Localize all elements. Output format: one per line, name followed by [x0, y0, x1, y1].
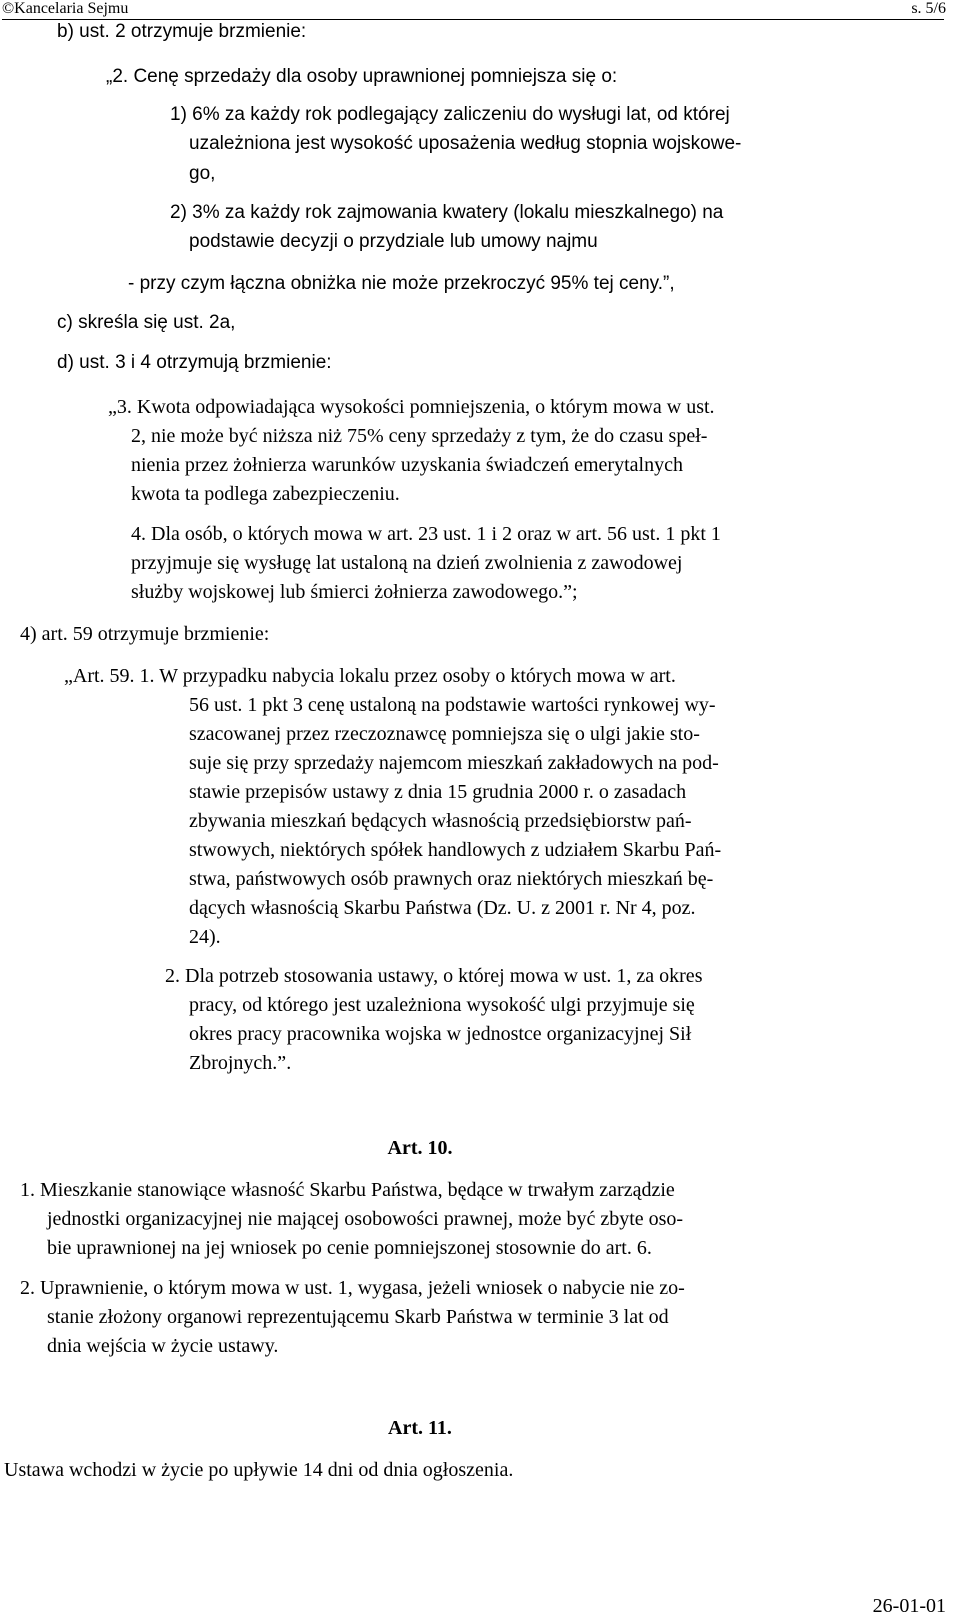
article-59-line: zbywania mieszkań będących własnością przedsiębiorstw pań-: [189, 810, 692, 832]
article-59-line: szacowanej przez rzeczoznawcę pomniejsza się o ulgi jakie sto-: [189, 723, 700, 745]
article-10-heading: Art. 10.: [387, 1137, 453, 1159]
point-1-line: go,: [189, 163, 216, 184]
point-2-line: podstawie decyzji o przydziale lub umowy najmu: [189, 231, 598, 252]
article-59-line: stawie przepisów ustawy z dnia 15 grudnia 2000 r. o zasadach: [189, 781, 687, 803]
paragraph-3-line: kwota ta podlega zabezpieczeniu.: [131, 483, 400, 505]
point-2-line: 2) 3% za każdy rok zajmowania kwatery (lokalu mieszkalnego) na: [170, 202, 724, 223]
article-10-line: stanie złożony organowi reprezentującemu Skarb Państwa w terminie 3 lat od: [47, 1306, 669, 1328]
quoted-paragraph-4: 4. Dla osób, o których mowa w art. 23 ust. 1 i 2 oraz w art. 56 ust. 1 pkt 1: [131, 523, 721, 545]
paragraph-4-line: przyjmuje się wysługę lat ustaloną na dzień zwolnienia z zawodowej: [131, 552, 683, 574]
article-59-line: stwa, państwowych osób prawnych oraz niektórych mieszkań bę-: [189, 868, 714, 890]
header-divider: [2, 19, 944, 20]
article-59-line: dących własnością Skarbu Państwa (Dz. U. z 2001 r. Nr 4, poz.: [189, 897, 696, 919]
article-10-line: bie uprawnionej na jej wniosek po cenie pomniejszonej stosownie do art. 6.: [47, 1237, 652, 1259]
quoted-paragraph-3: „3. Kwota odpowiadająca wysokości pomniejszenia, o którym mowa w ust.: [108, 396, 715, 418]
quoted-paragraph-2: „2. Cenę sprzedaży dla osoby uprawnionej pomniejsza się o:: [106, 66, 618, 87]
amendment-item-c: c) skreśla się ust. 2a,: [57, 312, 236, 333]
point-1-line: 1) 6% za każdy rok podlegający zaliczeniu do wysługi lat, od której: [170, 104, 730, 125]
article-59-line: okres pracy pracownika wojska w jednostce organizacyjnej Sił: [189, 1023, 692, 1045]
article-59-line: 56 ust. 1 pkt 3 cenę ustaloną na podstawie wartości rynkowej wy-: [189, 694, 716, 716]
closing-clause: - przy czym łączna obniżka nie może przekroczyć 95% tej ceny.”,: [128, 273, 675, 294]
article-10-line: jednostki organizacyjnej nie mającej osobowości prawnej, może być zbyte oso-: [47, 1208, 684, 1230]
article-11-heading: Art. 11.: [388, 1417, 452, 1439]
paragraph-3-line: nienia przez żołnierza warunków uzyskania świadczeń emerytalnych: [131, 454, 683, 476]
article-10-line: dnia wejścia w życie ustawy.: [47, 1335, 279, 1357]
amendment-item-d: d) ust. 3 i 4 otrzymują brzmienie:: [57, 352, 332, 373]
amendment-item-4: 4) art. 59 otrzymuje brzmienie:: [20, 623, 270, 645]
article-59-line: pracy, od którego jest uzależniona wysokość ulgi przyjmuje się: [189, 994, 695, 1016]
paragraph-3-line: 2, nie może być niższa niż 75% ceny sprzedaży z tym, że do czasu speł-: [131, 425, 708, 447]
document-code: 26-01-01: [872, 1595, 946, 1617]
amendment-item-b: b) ust. 2 otrzymuje brzmienie:: [57, 21, 307, 42]
article-59-paragraph-2: 2. Dla potrzeb stosowania ustawy, o której mowa w ust. 1, za okres: [165, 965, 703, 987]
article-59-line: Zbrojnych.”.: [189, 1052, 292, 1074]
article-59-line: 24).: [189, 926, 221, 948]
header-page-number: s. 5/6: [911, 0, 946, 17]
quoted-article-59: „Art. 59. 1. W przypadku nabycia lokalu przez osoby o których mowa w art.: [64, 665, 676, 687]
article-10-paragraph-1: 1. Mieszkanie stanowiące własność Skarbu Państwa, będące w trwałym zarządzie: [20, 1179, 675, 1201]
point-1-line: uzależniona jest wysokość uposażenia według stopnia wojskowe-: [189, 133, 742, 154]
paragraph-4-line: służby wojskowej lub śmierci żołnierza zawodowego.”;: [131, 581, 578, 603]
header-publisher: ©Kancelaria Sejmu: [2, 0, 129, 17]
article-10-paragraph-2: 2. Uprawnienie, o którym mowa w ust. 1, wygasa, jeżeli wniosek o nabycie nie zo-: [20, 1277, 685, 1299]
article-59-line: suje się przy sprzedaży najemcom mieszkań zakładowych na pod-: [189, 752, 719, 774]
article-11-text: Ustawa wchodzi w życie po upływie 14 dni od dnia ogłoszenia.: [4, 1459, 514, 1481]
article-59-line: stwowych, niektórych spółek handlowych z udziałem Skarbu Pań-: [189, 839, 722, 861]
